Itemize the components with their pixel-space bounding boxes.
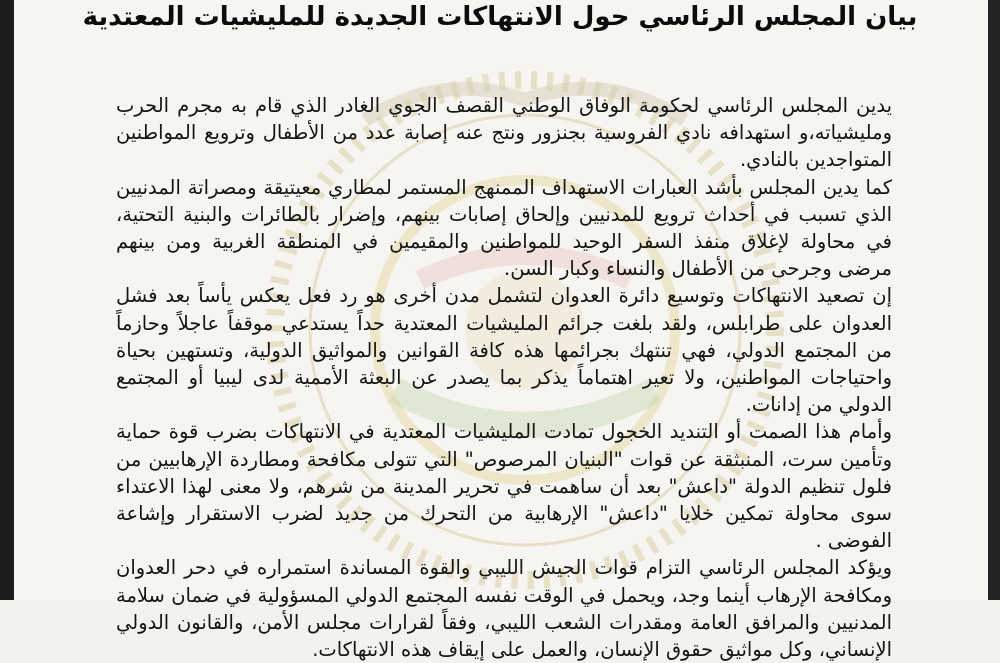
paragraph-1: يدين المجلس الرئاسي لحكومة الوفاق الوطني القصف الجوي الغادر الذي قام به مجرم الحرب ومليشياته،و استهدافه نادي الفروسية بجنزور ونتج عنه إصابة عدد من الأطفال وترويع المواطنين المتواجدين بالنادي.: [116, 94, 892, 172]
document-title: بيان المجلس الرئاسي حول الانتهاكات الجديدة للمليشيات المعتدية: [82, 2, 918, 32]
paragraph-4: وأمام هذا الصمت أو التنديد الخجول تمادت المليشيات المعتدية في الانتهاكات بضرب قوة حماية وتأمين سرت، المنبثقة عن قوات "البنيان المرصوص" التي تتولى مكافحة ومطاردة الإرهابيين من فلول تنظيم الدولة "داعش" بعد أن ساهمت في تحرير المدينة من شرهم، ولا معنى لهذا الاعتداء سوى محاولة تمكين خلايا "داعش" الإرهابية من التحرك من جديد لضرب الاستقرار وإشاعة الفوضى .: [116, 420, 892, 553]
paragraph-3: إن تصعيد الانتهاكات وتوسيع دائرة العدوان لتشمل مدن أخرى هو رد فعل يعكس يأساً بعد فشل العدوان على طرابلس، ولقد بلغت جرائم المليشيات المعتدية حداً يستدعي موقفاً عاجلاً وحازماً من المجتمع الدولي، فهي تنتهك بجرائمها هذه كافة القوانين والمواثيق الدولية، وتستهين بحياة واحتياجات المواطنين، ولا تعير اهتماماً يذكر بما يصدر عن البعثة الأممية لدى ليبيا أو المجتمع الدولي من إدانات.: [116, 284, 892, 417]
right-border: [988, 0, 1000, 600]
document-body: [116, 92, 892, 663]
paragraph-2: كما يدين المجلس بأشد العبارات الاستهداف الممنهج المستمر لمطاري معيتيقة ومصراتة المدنيين الذي تسبب في أحداث ترويع للمدنيين وإلحاق إصابات بينهم، وإضرار بالطائرات والبنية التحتية، في محاولة لإغلاق منفذ السفر الوحيد للمواطنين والمقيمين في المنطقة الغربية ومن بينهم مرضى وجرحى من الأطفال والنساء وكبار السن.: [116, 175, 892, 281]
paragraph-5: ويؤكد المجلس الرئاسي التزام قوات الجيش الليبي والقوة المساندة استمراره في دحر العدوان ومكافحة الإرهاب أينما وجد، ويحمل في الوقت نفسه المجتمع الدولي المسؤولية في ضمان سلامة المدنيين والمرافق العامة ومقدرات الشعب الليبي، وفقاً لقرارات مجلس الأمن، والقانون الدولي الإنساني، وكل مواثيق حقوق الإنسان، والعمل على إيقاف هذه الانتهاكات.: [116, 556, 892, 662]
left-border: [0, 0, 14, 600]
